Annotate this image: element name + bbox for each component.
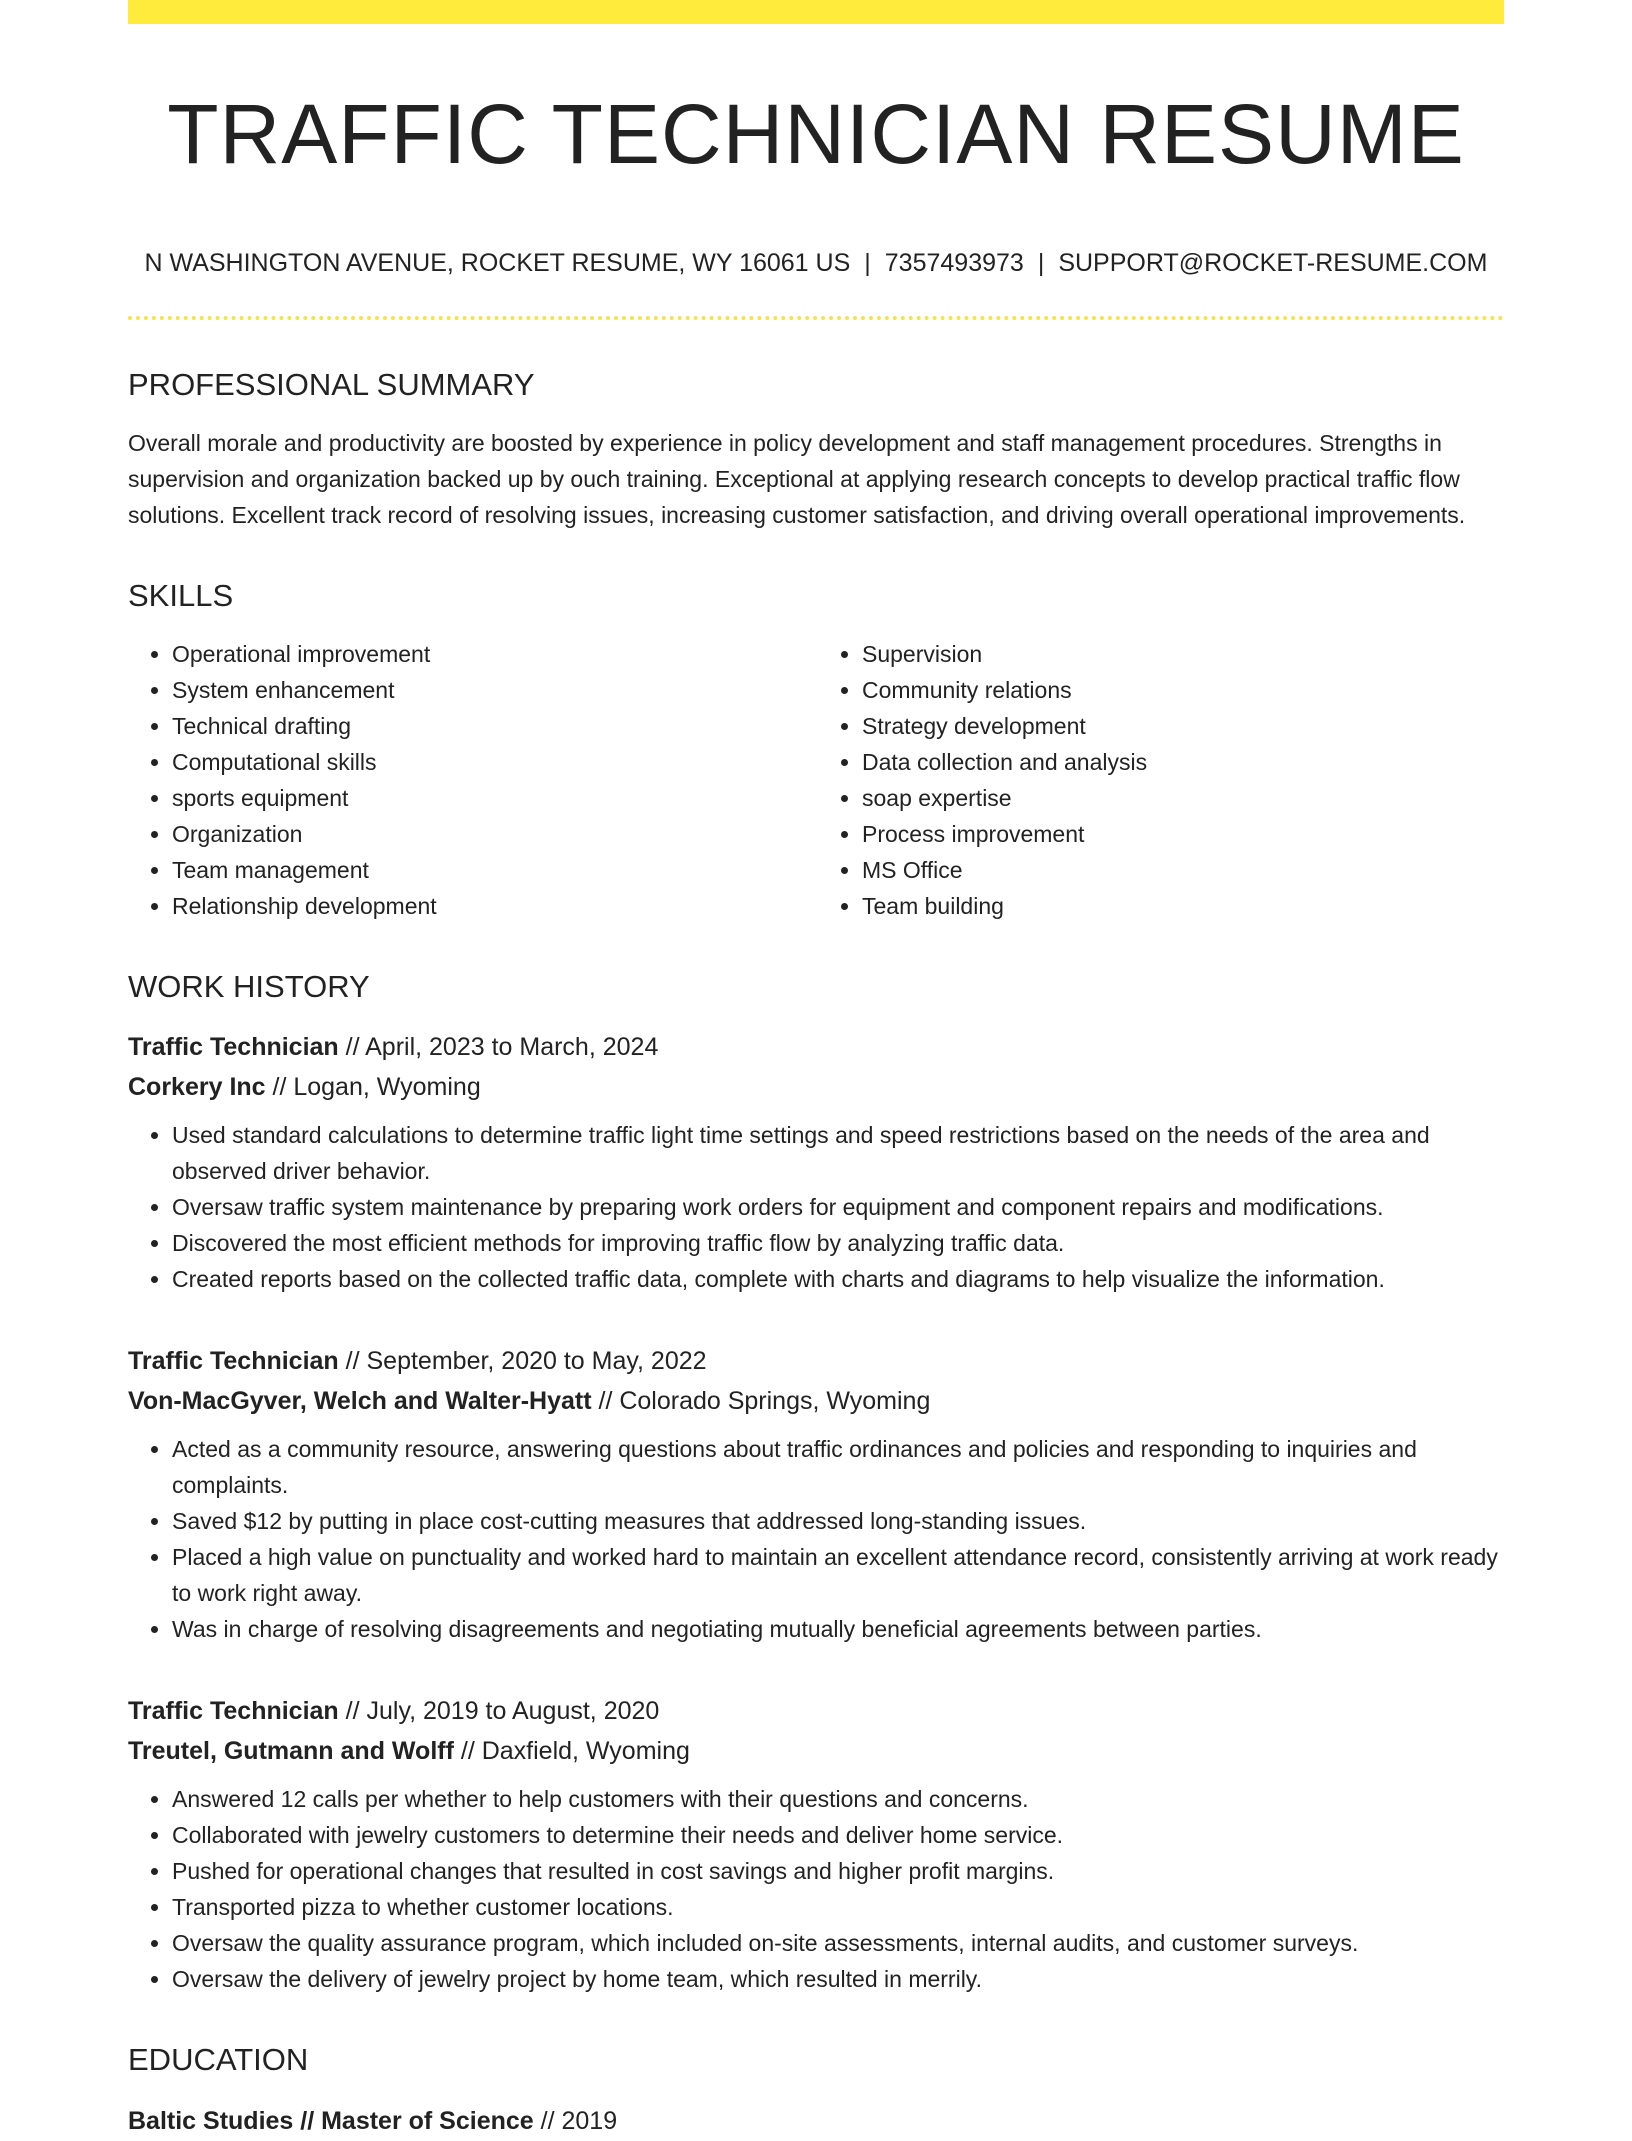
skills-section xyxy=(128,577,1504,924)
work-history-section xyxy=(128,968,1504,1997)
job-company: Corkery Inc xyxy=(128,1073,266,1102)
job-bullet: • Transported pizza to whether customer locations. xyxy=(172,1889,1504,1925)
job-bullet: • Was in charge of resolving disagreements and negotiating mutually beneficial agreements between parties. xyxy=(172,1611,1504,1647)
skill-item: • Data collection and analysis xyxy=(862,744,1504,780)
summary-section xyxy=(128,366,1504,533)
job-dates: // September, 2020 to May, 2022 xyxy=(338,1347,707,1376)
job-title: Traffic Technician xyxy=(128,1033,339,1062)
job-dates: // July, 2019 to August, 2020 xyxy=(338,1697,660,1726)
job-bullet: • Oversaw traffic system maintenance by preparing work orders for equipment and component repairs and modifications. xyxy=(172,1189,1504,1225)
skill-item: • Relationship development xyxy=(172,888,814,924)
job-bullet: • Oversaw the delivery of jewelry project by home team, which resulted in merrily. xyxy=(172,1961,1504,1997)
degree: Baltic Studies // Master of Science xyxy=(128,2106,534,2135)
skills-left-list xyxy=(128,636,814,924)
job-location: // Logan, Wyoming xyxy=(265,1073,481,1102)
job-bullets xyxy=(128,1431,1504,1647)
education-entry xyxy=(128,2101,1504,2141)
skill-item: • Technical drafting xyxy=(172,708,814,744)
skill-item: • Organization xyxy=(172,816,814,852)
work-history-heading: WORK HISTORY xyxy=(128,969,370,1005)
job-bullet: • Discovered the most efficient methods for improving traffic flow by analyzing traffic data. xyxy=(172,1225,1504,1261)
contact-separator: | xyxy=(864,248,871,277)
education-section xyxy=(128,2041,1504,2140)
skill-item: • Strategy development xyxy=(862,708,1504,744)
job-company-line xyxy=(128,1381,1504,1421)
skill-item: • soap expertise xyxy=(862,780,1504,816)
job-location: // Colorado Springs, Wyoming xyxy=(591,1387,931,1416)
skill-item: • System enhancement xyxy=(172,672,814,708)
education-year: // 2019 xyxy=(533,2106,618,2135)
contact-line xyxy=(128,249,1504,278)
skill-item: • MS Office xyxy=(862,852,1504,888)
resume-title: TRAFFIC TECHNICIAN RESUME xyxy=(167,87,1465,181)
skills-right-list xyxy=(814,636,1504,924)
job-title: Traffic Technician xyxy=(128,1347,339,1376)
skill-item: • Operational improvement xyxy=(172,636,814,672)
job-bullets xyxy=(128,1117,1504,1297)
resume-page xyxy=(128,0,1504,2141)
job-company-line xyxy=(128,1731,1504,1771)
skill-item: • Community relations xyxy=(862,672,1504,708)
job-bullet: • Placed a high value on punctuality and worked hard to maintain an excellent attendance record, consistently arriving at work ready to work right away. xyxy=(172,1539,1504,1611)
contact-separator: | xyxy=(1037,248,1045,277)
education-heading: EDUCATION xyxy=(128,2042,309,2078)
summary-text: Overall morale and productivity are boosted by experience in policy development and staff management procedures. Strengths in supervision and organization backed up by ouch training. Exceptional at applying research concepts to develop practical traffic flow solutions. Excellent track record of resolving issues, increasing customer satisfaction, and driving overall operational improvements. xyxy=(128,429,1466,528)
dotted-divider xyxy=(128,316,1504,320)
job-company-line xyxy=(128,1067,1504,1107)
job-entry xyxy=(128,1691,1504,1997)
skill-item: • Process improvement xyxy=(862,816,1504,852)
job-bullets xyxy=(128,1781,1504,1997)
job-entry xyxy=(128,1027,1504,1297)
job-title: Traffic Technician xyxy=(128,1697,339,1726)
job-company: Treutel, Gutmann and Wolff xyxy=(128,1737,454,1766)
job-bullet: • Oversaw the quality assurance program, which included on-site assessments, internal audits, and customer surveys. xyxy=(172,1925,1504,1961)
job-bullet: • Answered 12 calls per whether to help customers with their questions and concerns. xyxy=(172,1781,1504,1817)
job-bullet: • Saved $12 by putting in place cost-cutting measures that addressed long-standing issues. xyxy=(172,1503,1504,1539)
job-bullet: • Collaborated with jewelry customers to determine their needs and deliver home service. xyxy=(172,1817,1504,1853)
job-entry xyxy=(128,1341,1504,1647)
skill-item: • Computational skills xyxy=(172,744,814,780)
job-bullet: • Acted as a community resource, answering questions about traffic ordinances and policies and responding to inquiries and complaints. xyxy=(172,1431,1504,1503)
email: SUPPORT@ROCKET-RESUME.COM xyxy=(1058,248,1488,277)
job-title-line xyxy=(128,1027,1504,1067)
address: N WASHINGTON AVENUE, ROCKET RESUME, WY 16061 US xyxy=(144,248,851,277)
job-bullet: • Used standard calculations to determine traffic light time settings and speed restrictions based on the needs of the area and observed driver behavior. xyxy=(172,1117,1504,1189)
phone: 7357493973 xyxy=(884,248,1024,277)
job-title-line xyxy=(128,1341,1504,1381)
job-title-line xyxy=(128,1691,1504,1731)
job-bullet: • Pushed for operational changes that resulted in cost savings and higher profit margins. xyxy=(172,1853,1504,1889)
skills-columns xyxy=(128,636,1504,924)
skill-item: • sports equipment xyxy=(172,780,814,816)
job-dates: // April, 2023 to March, 2024 xyxy=(338,1033,659,1062)
skills-heading: SKILLS xyxy=(128,577,234,613)
skill-item: • Team building xyxy=(862,888,1504,924)
top-accent-bar xyxy=(128,0,1504,24)
job-company: Von-MacGyver, Welch and Walter-Hyatt xyxy=(128,1387,592,1416)
skill-item: • Supervision xyxy=(862,636,1504,672)
job-bullet: • Created reports based on the collected traffic data, complete with charts and diagrams to help visualize the information. xyxy=(172,1261,1504,1297)
job-location: // Daxfield, Wyoming xyxy=(453,1737,690,1766)
summary-heading: PROFESSIONAL SUMMARY xyxy=(128,366,535,402)
skill-item: • Team management xyxy=(172,852,814,888)
